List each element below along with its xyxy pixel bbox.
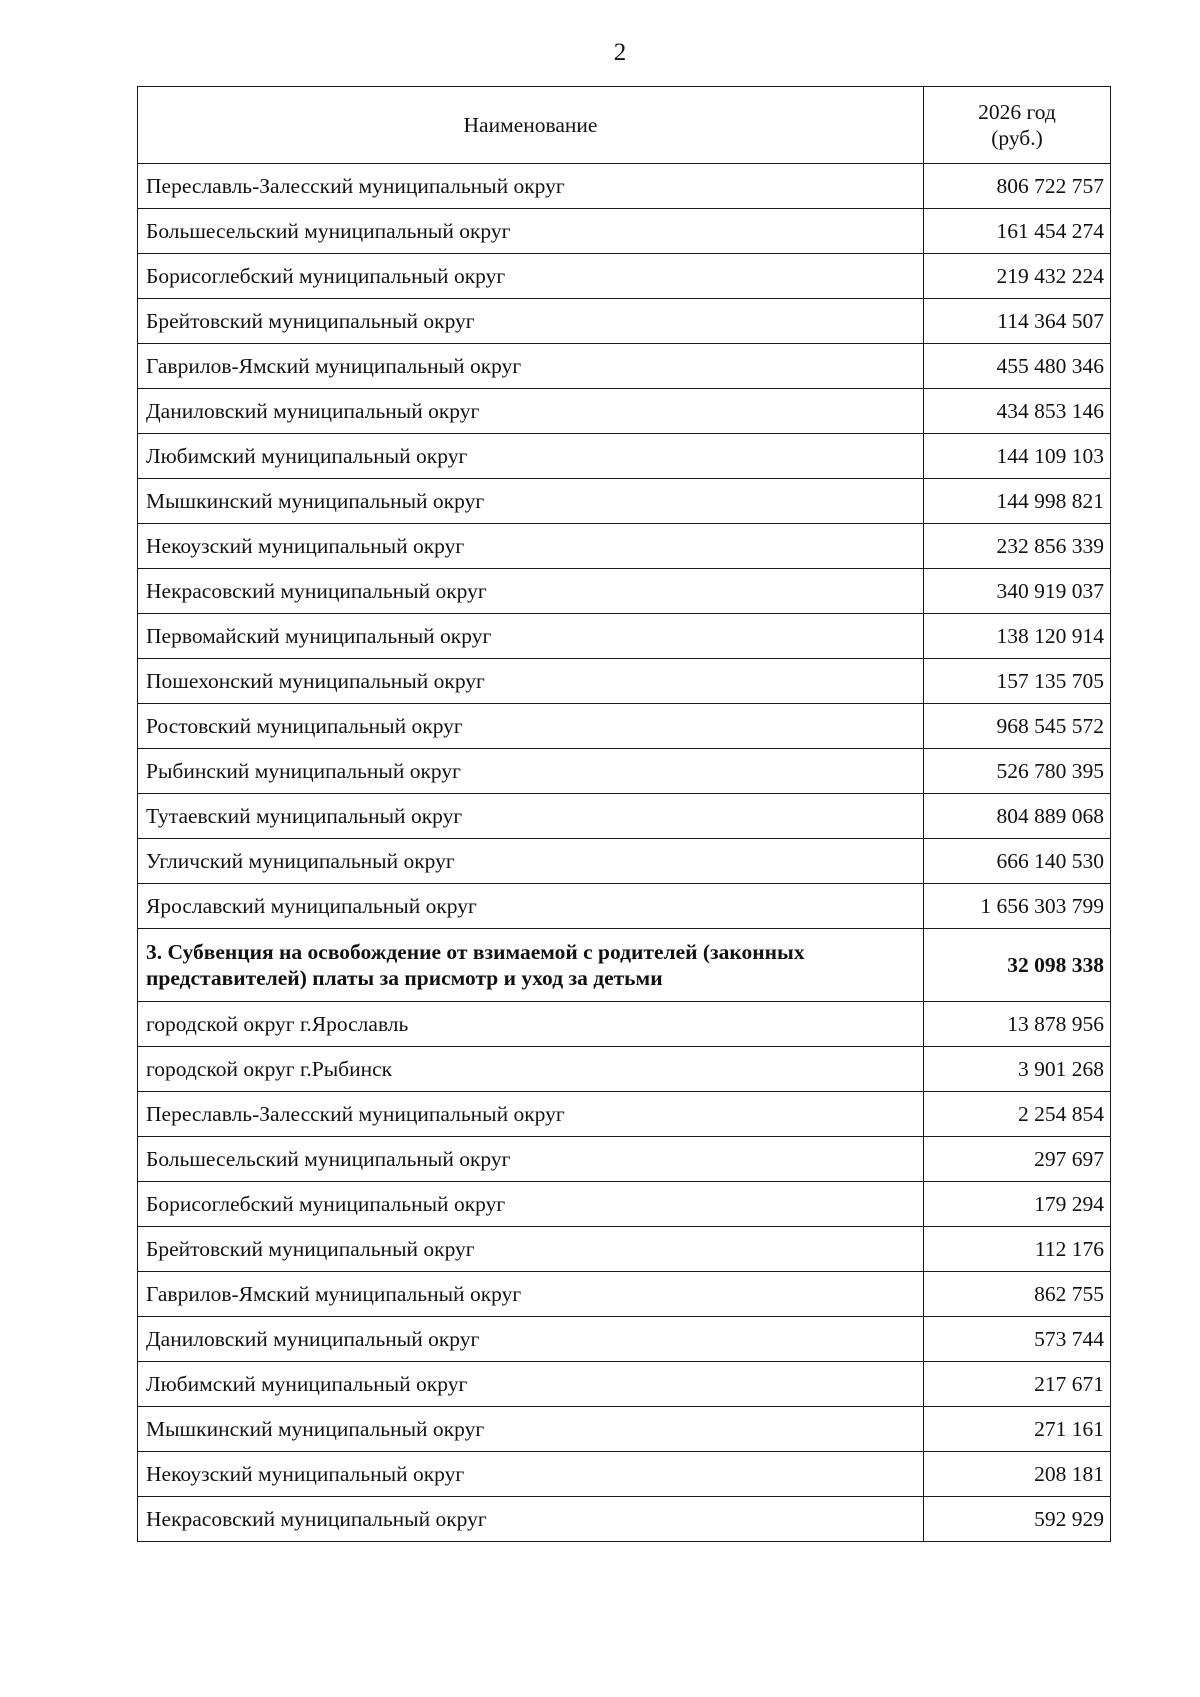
- amount-cell: 144 998 821: [924, 479, 1111, 524]
- amount-cell: 219 432 224: [924, 254, 1111, 299]
- amount-cell: 968 545 572: [924, 704, 1111, 749]
- district-name-cell: Ярославский муниципальный округ: [138, 884, 924, 929]
- table-row: [138, 479, 1111, 524]
- amount-cell: 157 135 705: [924, 659, 1111, 704]
- amount-cell: 217 671: [924, 1362, 1111, 1407]
- amount-cell: 862 755: [924, 1272, 1111, 1317]
- district-name-cell: Брейтовский муниципальный округ: [138, 1227, 924, 1272]
- table-row: [138, 1272, 1111, 1317]
- amount-cell: 138 120 914: [924, 614, 1111, 659]
- amount-cell: 573 744: [924, 1317, 1111, 1362]
- district-name-cell: Тутаевский муниципальный округ: [138, 794, 924, 839]
- district-name-cell: городской округ г.Ярославль: [138, 1002, 924, 1047]
- amount-cell: 340 919 037: [924, 569, 1111, 614]
- amount-cell: 806 722 757: [924, 164, 1111, 209]
- amount-cell: 455 480 346: [924, 344, 1111, 389]
- amount-cell: 161 454 274: [924, 209, 1111, 254]
- table-row: [138, 569, 1111, 614]
- table-row: [138, 1047, 1111, 1092]
- amount-cell: 179 294: [924, 1182, 1111, 1227]
- amount-cell: 232 856 339: [924, 524, 1111, 569]
- district-name-cell: Пошехонский муниципальный округ: [138, 659, 924, 704]
- table-row: [138, 524, 1111, 569]
- district-name-cell: Некоузский муниципальный округ: [138, 524, 924, 569]
- header-value-cell: [924, 87, 1111, 164]
- district-name-cell: Некрасовский муниципальный округ: [138, 1497, 924, 1542]
- district-name-cell: Угличский муниципальный округ: [138, 839, 924, 884]
- amount-cell: 144 109 103: [924, 434, 1111, 479]
- district-name-cell: Любимский муниципальный округ: [138, 434, 924, 479]
- amount-cell: 526 780 395: [924, 749, 1111, 794]
- district-name-cell: Большесельский муниципальный округ: [138, 209, 924, 254]
- district-name-cell: Ростовский муниципальный округ: [138, 704, 924, 749]
- amount-cell: 208 181: [924, 1452, 1111, 1497]
- page-number: 2: [613, 39, 627, 66]
- amount-cell: 114 364 507: [924, 299, 1111, 344]
- table-row: [138, 254, 1111, 299]
- district-name-cell: Рыбинский муниципальный округ: [138, 749, 924, 794]
- district-name-cell: Мышкинский муниципальный округ: [138, 479, 924, 524]
- district-name-cell: Некрасовский муниципальный округ: [138, 569, 924, 614]
- district-name-cell: Мышкинский муниципальный округ: [138, 1407, 924, 1452]
- table-row: [138, 1407, 1111, 1452]
- table-row: [138, 794, 1111, 839]
- amount-cell: 592 929: [924, 1497, 1111, 1542]
- table-row: [138, 1317, 1111, 1362]
- table-row: [138, 1452, 1111, 1497]
- header-year-label: 2026 год: [978, 100, 1056, 124]
- amount-cell: 804 889 068: [924, 794, 1111, 839]
- district-name-cell: Переславль-Залесский муниципальный округ: [138, 1092, 924, 1137]
- district-name-cell: Первомайский муниципальный округ: [138, 614, 924, 659]
- amount-cell: 271 161: [924, 1407, 1111, 1452]
- district-name-cell: Некоузский муниципальный округ: [138, 1452, 924, 1497]
- district-name-cell: Переславль-Залесский муниципальный округ: [138, 164, 924, 209]
- table-row: [138, 1227, 1111, 1272]
- amount-cell: 112 176: [924, 1227, 1111, 1272]
- table-row: [138, 704, 1111, 749]
- table-row: [138, 299, 1111, 344]
- district-name-cell: городской округ г.Рыбинск: [138, 1047, 924, 1092]
- district-name-cell: Даниловский муниципальный округ: [138, 1317, 924, 1362]
- table-row: [138, 614, 1111, 659]
- amount-cell: 434 853 146: [924, 389, 1111, 434]
- header-unit-label: (руб.): [991, 126, 1043, 150]
- amount-cell: 297 697: [924, 1137, 1111, 1182]
- district-name-cell: Гаврилов-Ямский муниципальный округ: [138, 1272, 924, 1317]
- table-row: [138, 1497, 1111, 1542]
- subvention-table: [137, 86, 1111, 1542]
- table-row: [138, 839, 1111, 884]
- table-row: [138, 209, 1111, 254]
- district-name-cell: Даниловский муниципальный округ: [138, 389, 924, 434]
- table-row: [138, 164, 1111, 209]
- district-name-cell: Борисоглебский муниципальный округ: [138, 1182, 924, 1227]
- district-name-cell: Гаврилов-Ямский муниципальный округ: [138, 344, 924, 389]
- district-name-cell: Борисоглебский муниципальный округ: [138, 254, 924, 299]
- section-total-cell: 32 098 338: [924, 929, 1111, 1002]
- amount-cell: 666 140 530: [924, 839, 1111, 884]
- table-row: [138, 884, 1111, 929]
- amount-cell: 1 656 303 799: [924, 884, 1111, 929]
- table-row: [138, 1092, 1111, 1137]
- header-name-cell: Наименование: [138, 87, 924, 164]
- amount-cell: 3 901 268: [924, 1047, 1111, 1092]
- table-header-row: [138, 87, 1111, 164]
- table-row: [138, 344, 1111, 389]
- section-title-cell: 3. Субвенция на освобождение от взимаемой с родителей (законных представителей) платы за присмотр и уход за детьми: [138, 929, 924, 1002]
- table-row: [138, 1182, 1111, 1227]
- table-row: [138, 659, 1111, 704]
- table-body: [138, 164, 1111, 1542]
- table-row: [138, 1002, 1111, 1047]
- amount-cell: 13 878 956: [924, 1002, 1111, 1047]
- table-row: [138, 1362, 1111, 1407]
- table-row: [138, 749, 1111, 794]
- district-name-cell: Брейтовский муниципальный округ: [138, 299, 924, 344]
- district-name-cell: Любимский муниципальный округ: [138, 1362, 924, 1407]
- district-name-cell: Большесельский муниципальный округ: [138, 1137, 924, 1182]
- table-row: [138, 434, 1111, 479]
- amount-cell: 2 254 854: [924, 1092, 1111, 1137]
- section-total-row: [138, 929, 1111, 1002]
- table-row: [138, 389, 1111, 434]
- table-row: [138, 1137, 1111, 1182]
